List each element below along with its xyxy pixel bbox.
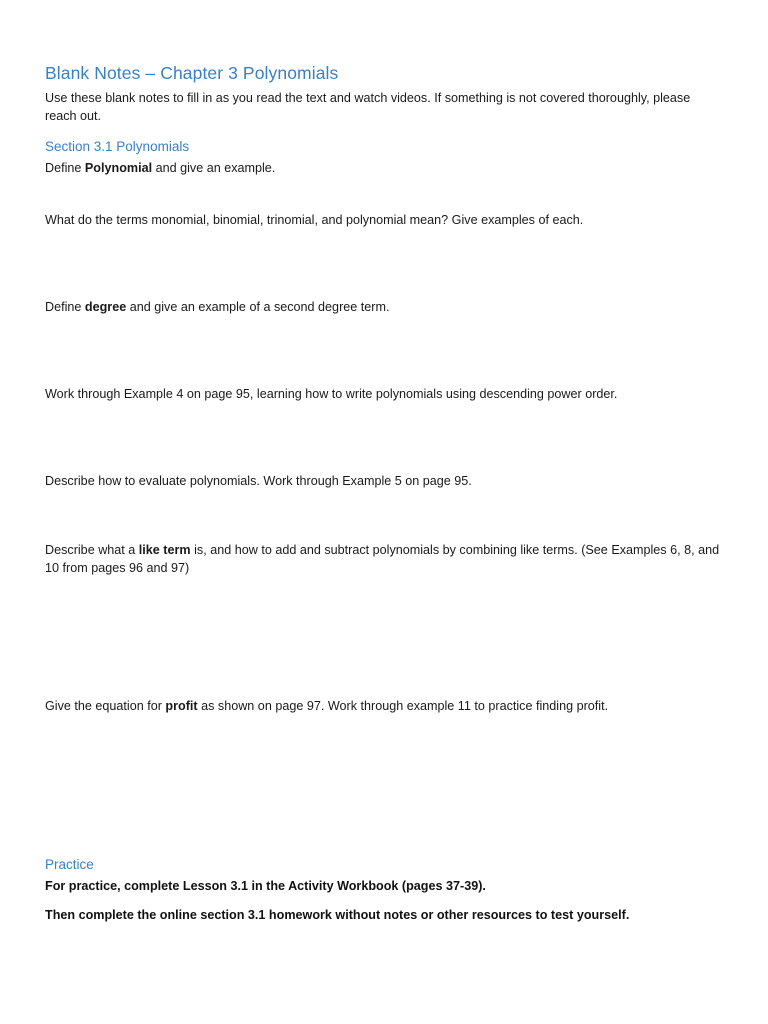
key-term: Polynomial	[84, 161, 153, 175]
prompt-text: Define	[45, 161, 85, 175]
prompt-example-4: Work through Example 4 on page 95, learning how to write polynomials using descending power order.	[45, 387, 618, 401]
prompt-term-types: What do the terms monomial, binomial, trinomial, and polynomial mean? Give examples of each.	[45, 213, 584, 227]
intro-paragraph: Use these blank notes to fill in as you read the text and watch videos. If something is not covered thoroughly, please reach out.	[45, 91, 691, 123]
practice-heading: Practice	[45, 857, 94, 872]
prompt-text: Define	[45, 300, 85, 314]
prompt-text: Describe what a	[45, 543, 139, 557]
document-title: Blank Notes – Chapter 3 Polynomials	[45, 63, 339, 83]
prompt-text: and give an example of a second degree term.	[126, 300, 390, 314]
prompt-define-degree	[45, 298, 725, 316]
practice-workbook: For practice, complete Lesson 3.1 in the Activity Workbook (pages 37-39).	[45, 879, 486, 893]
prompt-like-term	[45, 541, 725, 577]
prompt-profit	[45, 697, 725, 715]
key-term: degree	[84, 300, 127, 314]
prompt-define-polynomial	[45, 159, 725, 177]
practice-homework: Then complete the online section 3.1 homework without notes or other resources to test yourself.	[45, 908, 630, 922]
prompt-text: and give an example.	[152, 161, 276, 175]
prompt-evaluate: Describe how to evaluate polynomials. Work through Example 5 on page 95.	[45, 474, 472, 488]
prompt-text: Give the equation for	[45, 699, 166, 713]
prompt-text: as shown on page 97. Work through example 11 to practice finding profit.	[197, 699, 609, 713]
key-term: profit	[165, 699, 198, 713]
prompt-text: is, and how to add and subtract polynomials by combining like terms. (See Examples 6, 8, and 10 from pages 96 and 97)	[45, 543, 720, 575]
key-term: like term	[138, 543, 191, 557]
section-heading: Section 3.1 Polynomials	[45, 139, 190, 154]
